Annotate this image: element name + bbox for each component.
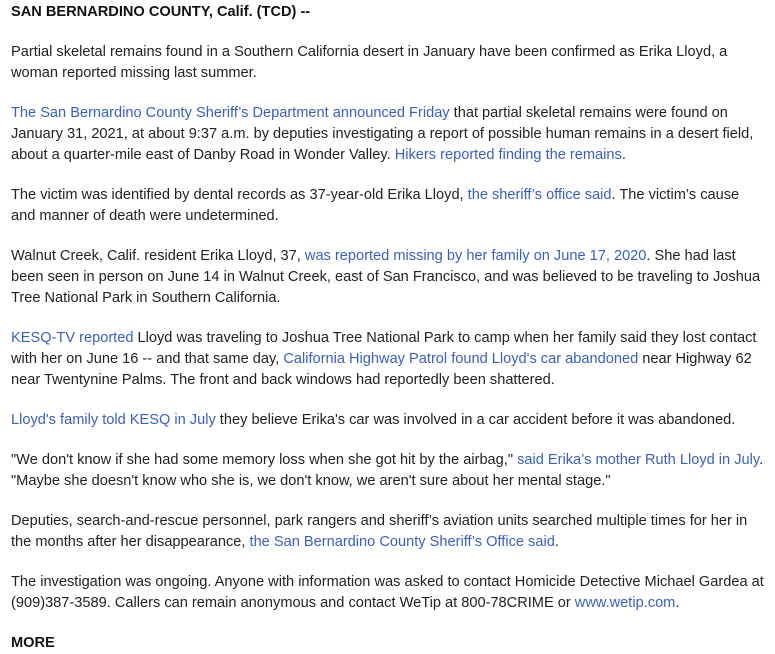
paragraph-9 — [11, 572, 767, 614]
family-told-kesq-link[interactable]: Lloyd's family told KESQ in July — [11, 412, 216, 428]
paragraph-4-text-2: . She had last been seen in person on June 14 in Walnut Creek, east of San Francisco, and was believed to be traveling to Joshua Tree National Park in Southern California. — [11, 248, 761, 306]
paragraph-3-text-2: . The victim’s cause and manner of death were undetermined. — [11, 187, 740, 224]
reported-missing-link[interactable]: was reported missing by her family on June 17, 2020 — [304, 248, 647, 264]
paragraph-8 — [11, 511, 767, 553]
dateline: SAN BERNARDINO COUNTY, Calif. (TCD) -- — [11, 4, 311, 20]
sheriff-office-said-link[interactable]: the sheriff’s office said — [467, 187, 612, 203]
paragraph-2-text-2: . — [621, 147, 626, 163]
paragraph-3-text-1: The victim was identified by dental records as 37-year-old Erika Lloyd, — [11, 187, 468, 203]
paragraph-4-text-1: Walnut Creek, Calif. resident Erika Lloyd, 37, — [11, 248, 305, 264]
paragraph-7-text-1: "We don't know if she had some memory loss when she got hit by the airbag," — [11, 452, 518, 468]
kesq-reported-link[interactable]: KESQ-TV reported — [11, 330, 134, 346]
paragraph-9-text-1: The investigation was ongoing. Anyone with information was asked to contact Homicide Detective Michael Gardea at (909)387-3589. Callers can remain anonymous and contact WeTip at 800-78CRIME or — [11, 574, 764, 611]
chp-car-abandoned-link[interactable]: California Highway Patrol found Lloyd's car abandoned — [283, 351, 639, 367]
paragraph-2 — [11, 103, 767, 166]
paragraph-1 — [11, 42, 767, 84]
paragraph-5-text-1: Lloyd was traveling to Joshua Tree National Park to camp when her family said they lost contact with her on June 16 -- and that same day, — [11, 330, 757, 367]
paragraph-5 — [11, 328, 767, 391]
hikers-report-link[interactable]: Hikers reported finding the remains — [394, 147, 622, 163]
paragraph-9-text-2: . — [675, 595, 680, 611]
paragraph-2-text-1: that partial skeletal remains were found on January 31, 2021, at about 9:37 a.m. by deputies investigating a report of possible human remains in a desert field, about a quarter-mile east of Danby Road in Wonder Valley. — [11, 105, 754, 163]
paragraph-6 — [11, 410, 767, 431]
article — [11, 0, 767, 654]
paragraph-8-text-2: . — [554, 534, 559, 550]
wetip-link[interactable]: www.wetip.com — [574, 595, 676, 611]
paragraph-6-text-1: they believe Erika's car was involved in a car accident before it was abandoned. — [215, 412, 736, 428]
mother-quote-link[interactable]: said Erika’s mother Ruth Lloyd in July — [517, 452, 760, 468]
paragraph-4 — [11, 246, 767, 309]
sheriff-announcement-link[interactable]: The San Bernardino County Sheriff’s Department announced Friday — [11, 105, 450, 121]
paragraph-8-text-1: Deputies, search-and-rescue personnel, park rangers and sheriff’s aviation units searched multiple times for her in the months after her disappearance, — [11, 513, 748, 550]
paragraph-3 — [11, 185, 767, 227]
more-heading: MORE — [11, 635, 55, 651]
paragraph-1-text: Partial skeletal remains found in a Southern California desert in January have been confirmed as Erika Lloyd, a woman reported missing last summer. — [11, 44, 728, 81]
paragraph-7 — [11, 450, 767, 492]
sheriff-office-link[interactable]: the San Bernardino County Sheriff’s Office said — [249, 534, 555, 550]
paragraph-5-text-2: near Highway 62 near Twentynine Palms. The front and back windows had reportedly been shattered. — [11, 351, 752, 388]
paragraph-7-text-2: . "Maybe she doesn't know who she is, we don't know, we aren't sure about her mental stage." — [11, 452, 764, 489]
